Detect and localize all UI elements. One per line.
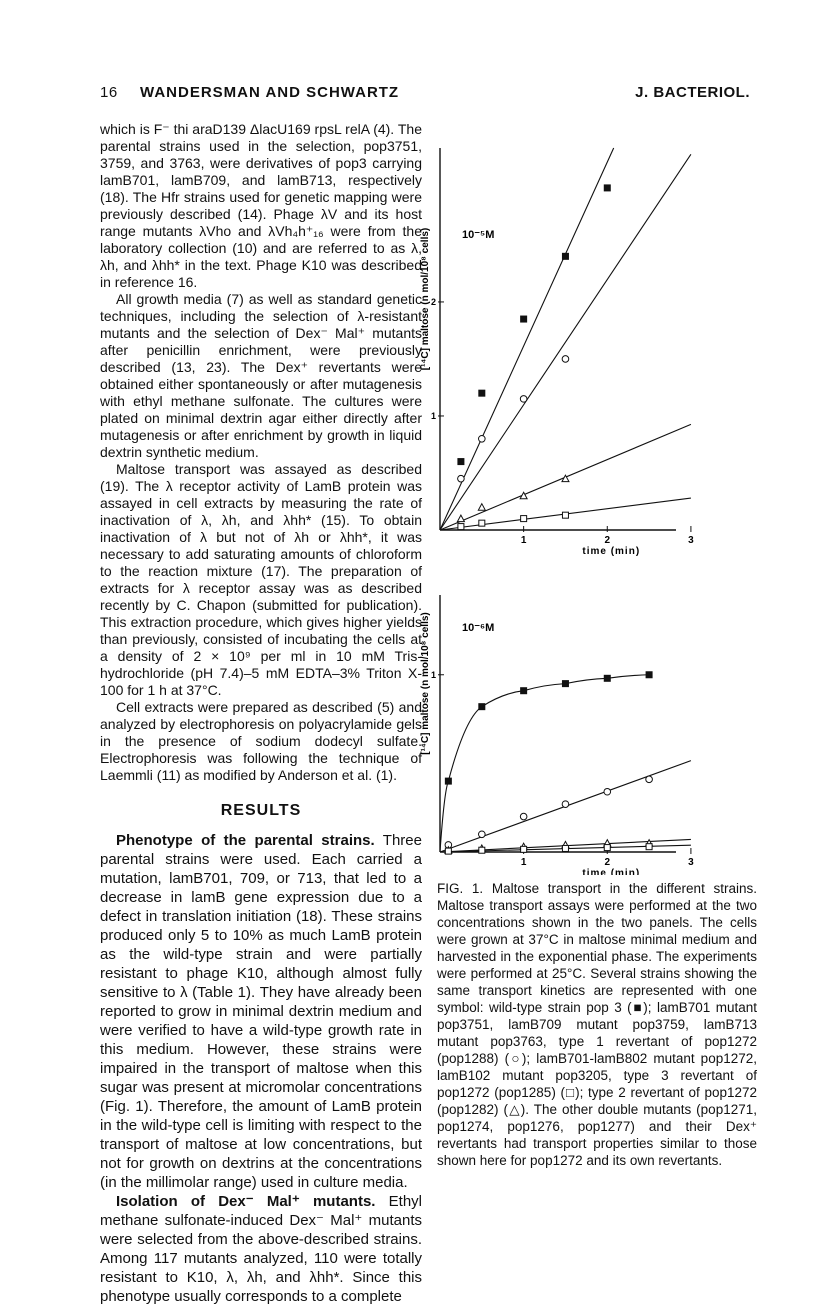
panel2-series-2-point bbox=[646, 776, 653, 783]
isolation-text: Ethyl methane sulfonate-induced Dex⁻ Mal⁺ mutants were selected from the above-described strains. Among 117 mutants analyzed, 110 were totally resistant to K10, λ, λh, and λhh*. Since this phenotype usually corresponds to a complete bbox=[100, 1193, 423, 1305]
panel1-series-2-point bbox=[458, 475, 465, 482]
paragraph-phenotype bbox=[100, 831, 422, 1192]
left-column bbox=[100, 121, 422, 1306]
paragraph-transport-assay: Maltose transport was assayed as described (19). The λ receptor activity of LamB protein was assayed in cell extracts by measuring the rate of inactivation of λ, λh, and λhh* (15). To obtain inactivation of λ but not of λh or λhh*, it was necessary to add saturating amounts of chloroform to the reaction mixture (17). The preparation of extracts for λ receptor assay was as described recently by C. Chapon (submitted for publication). This extraction procedure, which gives higher yields than previously, consisted of incubating the cells at a density of 2 × 10⁹ per ml in 10 mM Tris-hydrochloride (pH 7.4)–5 mM EDTA–3% Triton X-100 for 1 h at 37°C. bbox=[100, 461, 422, 698]
paragraph-growth-media: All growth media (7) as well as standard genetic techniques, including the selection of λ-resistant mutants and the selection of Dex⁻ Mal⁺ mutants after penicillin enrichment, were previously described (13, 23). The Dex⁺ revertants were obtained either spontaneously or after mutagenesis with ethyl methane sulfonate. The cultures were plated on minimal dextrin agar either directly after mutagenesis or after enrichment by growth in liquid dextrin synthetic medium. bbox=[100, 291, 422, 460]
panel2-series-2-point bbox=[604, 788, 611, 795]
panel1-series-1-point bbox=[562, 253, 569, 260]
panel2-x-axis-label: time (min) bbox=[582, 868, 641, 875]
panel2-series-4-point bbox=[521, 846, 527, 852]
isolation-title: Isolation of Dex⁻ Mal⁺ mutants. bbox=[116, 1193, 376, 1210]
page-number: 16 bbox=[100, 84, 118, 101]
panel1-series-3-point bbox=[457, 515, 464, 522]
panel1-series-2-line bbox=[440, 154, 691, 530]
panel1-x-axis-label: time (min) bbox=[582, 546, 641, 557]
panel2-series-1-point bbox=[478, 703, 485, 710]
figure-caption bbox=[437, 880, 757, 1169]
page-header bbox=[100, 84, 750, 108]
paragraph-strains: which is F⁻ thi araD139 ΔlacU169 rpsL relA (4). The parental strains used in the selection, pop3751, 3759, and 3763, were derivatives of pop3 carrying lamB701, lamB709, and lamB713, respectively (18). The Hfr strains used for genetic mapping were previously described (14). Phage λV and its host range mutants λVho and λVh₄h⁺₁₆ were from the laboratory collection (10) and are referred to as λ, λh, and λhh* in the text. Phage K10 was described in reference 16. bbox=[100, 121, 422, 290]
panel1-series-2-point bbox=[479, 435, 486, 442]
panel2-series-1-line bbox=[440, 675, 649, 852]
panel1-series-1-point bbox=[520, 316, 527, 323]
panel1-series-4-point bbox=[521, 516, 527, 522]
panel1-series-1-line bbox=[440, 148, 614, 530]
figure-1-plots bbox=[416, 140, 736, 875]
panel2-y-tick-label: 1 bbox=[430, 669, 436, 680]
panel2-series-1-point bbox=[445, 778, 452, 785]
panel1-series-1-point bbox=[478, 390, 485, 397]
panel2-series-1-point bbox=[562, 680, 569, 687]
panel2-series-2-point bbox=[562, 801, 569, 808]
caption-text: FIG. 1. Maltose transport in the different strains. Maltose transport assays were performed at the two concentrations shown in the two panels. The cells were grown at 37°C in maltose minimal medium and harvested in the exponential phase. The experiments were performed at 25°C. Several strains showing the same transport kinetics are represented with one symbol: wild-type strain pop 3 (■); lamB701 mutant pop3751, lamB709 mutant pop3759, lamB713 mutant pop3763, type 1 revertant of pop1272 (pop1288) (○); lamB701-lamB802 mutant pop1272, lamB102 mutant pop3205, type 3 revertant of pop1272 (pop1285) (□); type 2 revertant of pop1272 (pop1282) (△). The other double mutants (pop1271, pop1274, pop1276, pop1277) and their Dex⁺ revertants had transport properties similar to those shown here for pop1272 and its own revertants. bbox=[437, 881, 757, 1168]
panel2-series-1-point bbox=[520, 687, 527, 694]
results-heading: RESULTS bbox=[220, 802, 302, 819]
panel1-series-4-point bbox=[479, 520, 485, 526]
panel1-x-tick-label: 2 bbox=[604, 535, 611, 546]
panel2-series-4-point bbox=[562, 845, 568, 851]
panel1-series-2-point bbox=[520, 396, 527, 403]
panel2-y-axis-label: [¹⁴C] maltose (n mol/10⁸ cells) bbox=[420, 612, 431, 755]
journal-name: J. BACTERIOL. bbox=[635, 84, 750, 101]
panel1-x-tick-label: 3 bbox=[688, 535, 694, 546]
panel2-series-4-point bbox=[604, 845, 610, 851]
panel2-x-tick-label: 2 bbox=[604, 857, 611, 868]
panel1-series-1-point bbox=[604, 184, 611, 191]
panel1-series-2-point bbox=[562, 356, 569, 363]
panel2-series-2-point bbox=[479, 831, 486, 838]
panel1-y-tick-label: 2 bbox=[430, 296, 436, 307]
panel2-series-2-point bbox=[520, 813, 527, 820]
panel2-x-tick-label: 3 bbox=[688, 857, 694, 868]
panel1-series-1-point bbox=[457, 458, 464, 465]
panel2-series-1-point bbox=[604, 675, 611, 682]
figure-1 bbox=[416, 140, 736, 875]
panel1-x-tick-label: 1 bbox=[520, 535, 527, 546]
running-authors: WANDERSMAN AND SCHWARTZ bbox=[140, 84, 400, 101]
phenotype-text: Three parental strains were used. Each carried a mutation, lamB701, 709, or 713, that led to a decrease in lamB gene expression due to a defect in translation initiation (18). These strains produced only 5 to 10% as much LamB protein as the wild-type strain and were partially resistant to phage K10, although almost fully sensitive to λ (Table 1). They have already been reported to grow in minimal dextrin medium and were verified to have a wild-type growth rate in this medium. However, these strains were impaired in the transport of maltose when this sugar was present at micromolar concentrations (Fig. 1). Therefore, the amount of LamB protein in the wild-type cell is limiting with respect to the transport of maltose at low concentrations, but not for growth on dextrins at the concentrations (in the millimolar range) used in culture media. bbox=[100, 832, 422, 1191]
phenotype-title: Phenotype of the parental strains. bbox=[116, 832, 375, 849]
panel1-concentration-label: 10⁻⁵M bbox=[462, 229, 495, 241]
panel1-y-tick-label: 1 bbox=[430, 410, 436, 421]
panel1-series-4-point bbox=[562, 512, 568, 518]
panel2-concentration-label: 10⁻⁶M bbox=[462, 622, 495, 634]
panel1-series-3-point bbox=[478, 504, 485, 511]
paragraph-isolation bbox=[100, 1192, 422, 1306]
panel2-series-4-point bbox=[646, 844, 652, 850]
panel1-series-4-point bbox=[458, 524, 464, 530]
paragraph-cell-extracts: Cell extracts were prepared as described (5) and analyzed by electrophoresis on polyacrylamide gels in the presence of sodium dodecyl sulfate. Electrophoresis was following the technique of Laemmli (11) as modified by Anderson et al. (1). bbox=[100, 699, 422, 783]
panel2-series-4-point bbox=[445, 848, 451, 854]
panel2-x-tick-label: 1 bbox=[520, 857, 527, 868]
panel2-series-4-point bbox=[479, 847, 485, 853]
panel2-series-1-point bbox=[646, 671, 653, 678]
panel1-y-axis-label: [¹⁴C] maltose (n mol/10⁸ cells) bbox=[420, 227, 431, 371]
